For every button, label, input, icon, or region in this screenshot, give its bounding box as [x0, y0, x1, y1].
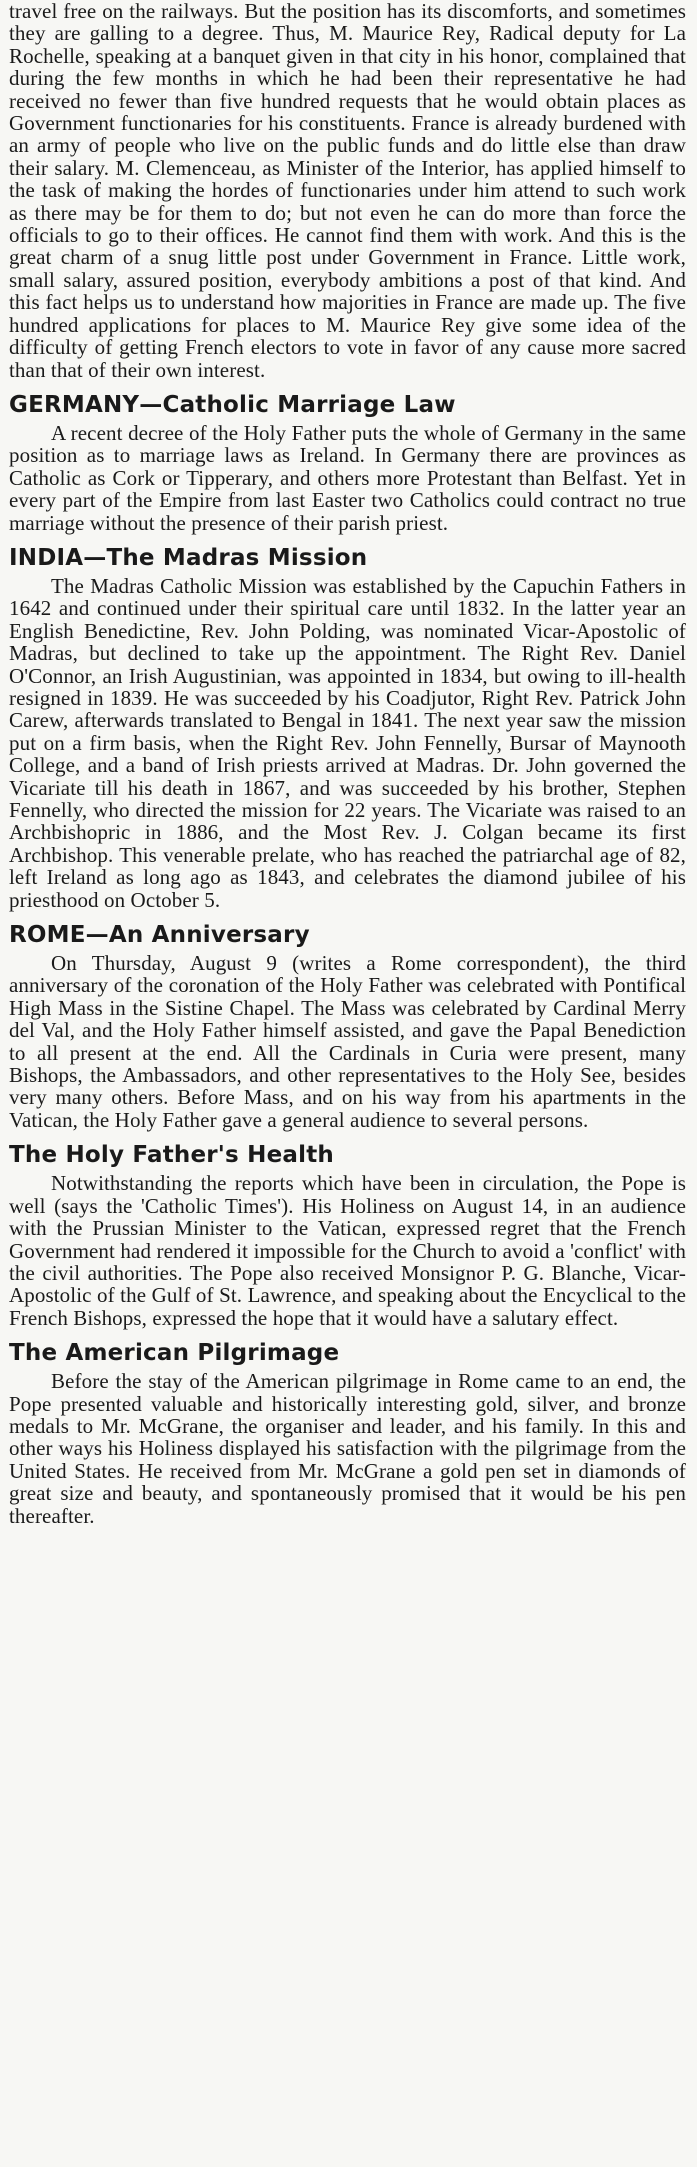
rome-heading: ROME—An Anniversary	[9, 922, 310, 949]
rome-body: On Thursday, August 9 (writes a Rome correspondent), the third anniversary of the coronation of the Holy Father was celebrated with Pontifical High Mass in the Sistine Chapel. The Mass was celebrated by Cardinal Merry del Val, and the Holy Father himself assisted, and gave the Papal Benediction to all present at the end. All the Cardinals in Curia were present, many Bishops, the Ambassadors, and other representatives to the Holy See, besides very many others. Before Mass, and on his way from his apartments in the Vatican, the Holy Father gave a general audience to several persons.	[9, 951, 686, 1132]
germany-heading: GERMANY—Catholic Marriage Law	[9, 391, 456, 418]
germany-body: A recent decree of the Holy Father puts the whole of Germany in the same position as to marriage laws as Ireland. In Germany there are provinces as Catholic as Cork or Tipperary, and others more Protestant than Belfast. Yet in every part of the Empire from last Easter two Catholics could contract no true marriage without the presence of their parish priest.	[9, 420, 686, 535]
india-body: The Madras Catholic Mission was established by the Capuchin Fathers in 1642 and continued under their spiritual care until 1832. In the latter year an English Benedictine, Rev. John Polding, was nominated Vicar-Apostolic of Madras, but declined to take up the appointment. The Right Rev. Daniel O'Connor, an Irish Augustinian, was appointed in 1834, but owing to ill-health resigned in 1839. He was succeeded by his Coadjutor, Right Rev. Patrick John Carew, afterwards translated to Bengal in 1841. The next year saw the mission put on a firm basis, when the Right Rev. John Fennelly, Bursar of Maynooth College, and a band of Irish priests arrived at Madras. Dr. John governed the Vicariate till his death in 1867, and was succeeded by his brother, Stephen Fennelly, who directed the mission for 22 years. The Vicariate was raised to an Archbishopric in 1886, and the Most Rev. J. Colgan became its first Archbishop. This venerable prelate, who has reached the patriarchal age of 82, left Ireland as long ago as 1843, and celebrates the diamond jubilee of his priesthood on October 5.	[9, 573, 686, 912]
american-pilgrimage-body: Before the stay of the American pilgrimage in Rome came to an end, the Pope presented valuable and historically interesting gold, silver, and bronze medals to Mr. McGrane, the organiser and leader, and his family. In this and other ways his Holiness displayed his satisfaction with the pilgrimage from the United States. He received from Mr. McGrane a gold pen set in diamonds of great size and beauty, and spontaneously promised that it would be his pen thereafter.	[9, 1369, 686, 1528]
article-continuation-body: travel free on the railways. But the position has its discomforts, and sometimes they are galling to a degree. Thus, M. Maurice Rey, Radical deputy for La Rochelle, speaking at a banquet given in that city in his honor, complained that during the few months in which he had been their representative he had received no fewer than five hundred requests that he would obtain places as Government functionaries for his constituents. France is already burdened with an army of people who live on the public funds and do little else than draw their salary. M. Clemenceau, as Minister of the Interior, has applied himself to the task of making the hordes of functionaries under him attend to such work as there may be for them to do; but not even he can do more than force the officials to go to their offices. He cannot find them with work. And this is the great charm of a snug little post under Government in France. Little work, small salary, assured position, everybody ambitions a post of that kind. And this fact helps us to understand how majorities in France are made up. The five hundred applications for places to M. Maurice Rey give some idea of the difficulty of getting French electors to vote in favor of any cause more sacred than that of their own interest.	[9, 0, 686, 382]
holy-father-health-body: Notwithstanding the reports which have been in circulation, the Pope is well (says the 'Catholic Times'). His Holiness on August 14, in an audience with the Prussian Minister to the Vatican, expressed regret that the French Government had rendered it impossible for the Church to avoid a 'conflict' with the civil authorities. The Pope also received Monsignor P. G. Blanche, Vicar-Apostolic of the Gulf of St. Lawrence, and speaking about the Encyclical to the French Bishops, expressed the hope that it would have a salutary effect.	[9, 1171, 686, 1330]
american-pilgrimage-heading: The American Pilgrimage	[9, 1340, 340, 1367]
holy-father-health-heading: The Holy Father's Health	[9, 1142, 334, 1169]
india-heading: INDIA—The Madras Mission	[9, 544, 368, 571]
